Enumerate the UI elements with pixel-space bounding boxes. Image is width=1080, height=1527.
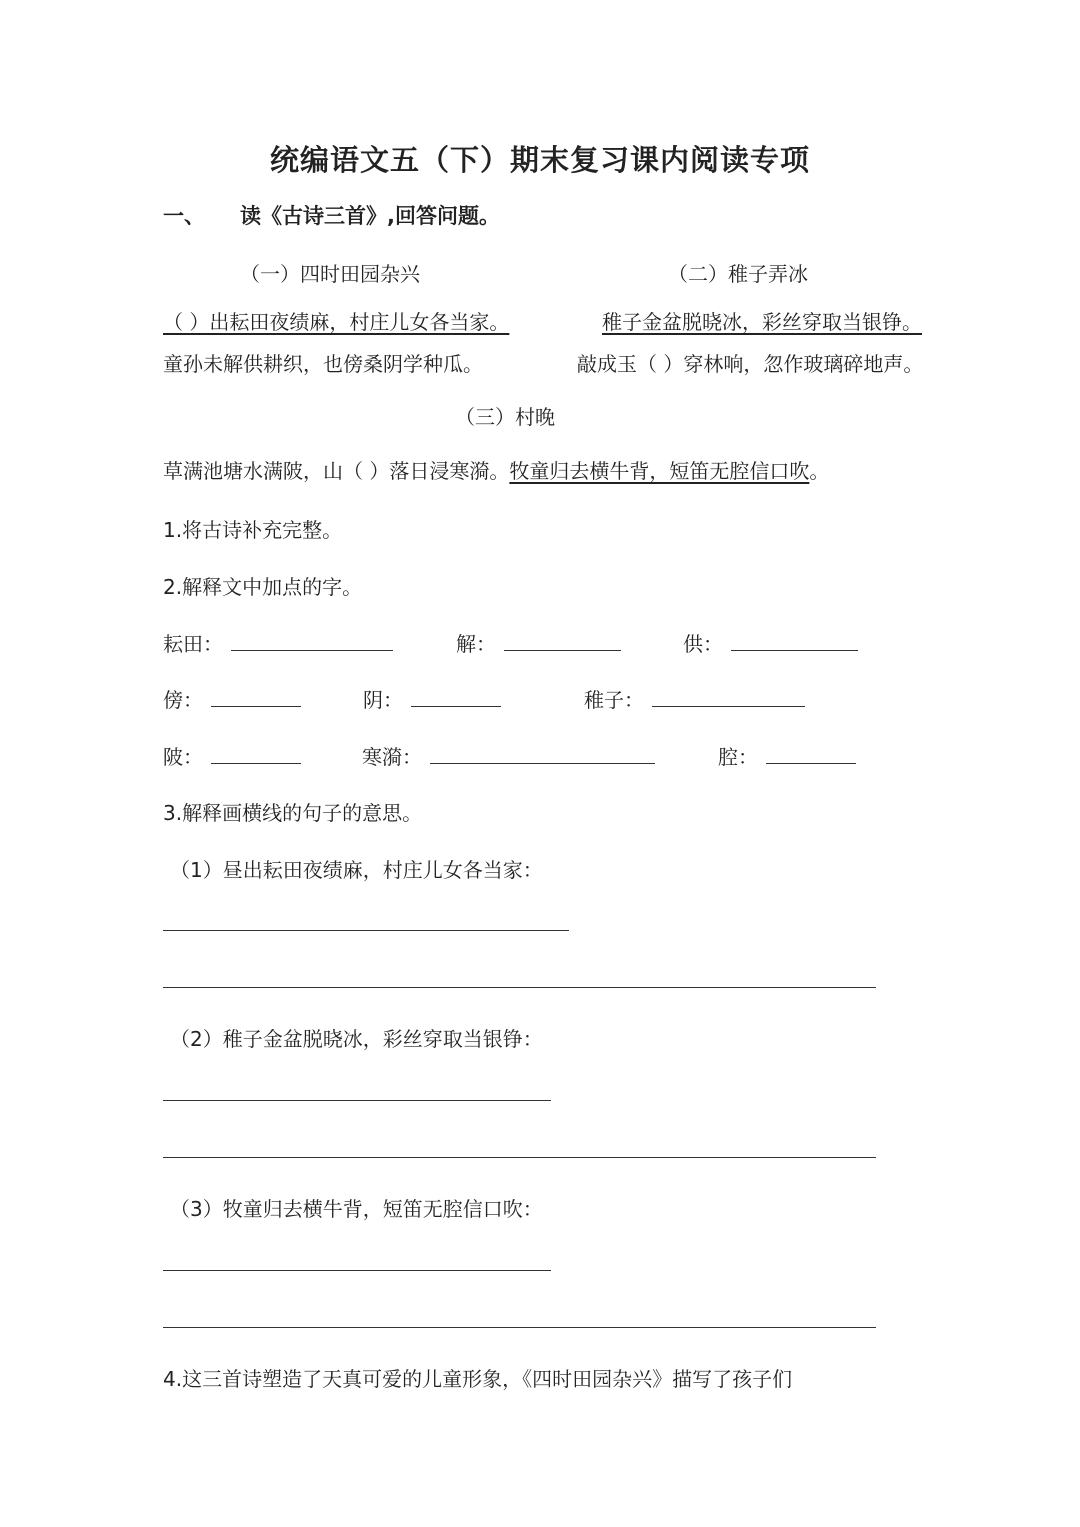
q2-item-jie: 解： [456, 628, 621, 657]
poem-2-line-1: 稚子金盆脱晓冰，彩丝穿取当银铮。 [602, 310, 922, 334]
question-3-1: （1）昼出耘田夜绩麻，村庄儿女各当家： [170, 858, 543, 882]
answer-line[interactable] [163, 1327, 876, 1328]
q2-item-gong: 供： [683, 628, 858, 657]
q2-item-hanyi: 寒漪： [362, 741, 655, 770]
answer-blank[interactable] [652, 686, 805, 707]
answer-blank[interactable] [731, 630, 858, 651]
answer-blank[interactable] [211, 686, 301, 707]
q2-item-qiang: 腔： [718, 741, 856, 770]
q2-item-yuntian: 耘田： [163, 628, 393, 657]
poem-3-line-b: 牧童归去横牛背，短笛无腔信口吹 [509, 459, 810, 483]
question-3-2: （2）稚子金盆脱晓冰，彩丝穿取当银铮： [170, 1027, 543, 1051]
answer-blank[interactable] [231, 630, 393, 651]
poem-2-line-2: 敲成玉（ ）穿林响，忽作玻璃碎地声。 [577, 352, 924, 376]
answer-line[interactable] [163, 1157, 876, 1158]
q2-item-zhizi: 稚子： [584, 684, 805, 713]
page-title: 统编语文五（下）期末复习课内阅读专项 [269, 143, 810, 177]
section-title: 读《古诗三首》,回答问题。 [240, 204, 500, 228]
section-number: 一、 [163, 204, 205, 228]
answer-blank[interactable] [430, 743, 655, 764]
answer-line[interactable] [163, 930, 569, 931]
q2-item-bei: 陂： [163, 741, 301, 770]
question-3: 3.解释画横线的句子的意思。 [163, 801, 423, 825]
question-2: 2.解释文中加点的字。 [163, 575, 363, 599]
poem-1-line-1: （ ）出耘田夜绩麻，村庄儿女各当家。 [163, 310, 510, 334]
answer-blank[interactable] [211, 743, 301, 764]
answer-blank[interactable] [411, 686, 501, 707]
q2-item-yin: 阴： [363, 684, 501, 713]
poem-3-line-a: 草满池塘水满陂，山（ ）落日浸寒漪。 [163, 459, 510, 483]
answer-line[interactable] [163, 1270, 551, 1271]
answer-line[interactable] [163, 987, 876, 988]
poem-3-line-end: 。 [809, 459, 830, 483]
q2-item-bang: 傍： [163, 684, 301, 713]
answer-blank[interactable] [504, 630, 621, 651]
poem-2-title: （二）稚子弄冰 [668, 262, 808, 286]
question-1: 1.将古诗补充完整。 [163, 518, 343, 542]
answer-line[interactable] [163, 1100, 551, 1101]
poem-1-line-2: 童孙未解供耕织，也傍桑阴学种瓜。 [163, 352, 483, 376]
answer-blank[interactable] [766, 743, 856, 764]
question-3-3: （3）牧童归去横牛背，短笛无腔信口吹： [170, 1197, 543, 1221]
poem-3-title: （三）村晚 [455, 405, 555, 429]
poem-3-lines [163, 455, 829, 484]
question-4: 4.这三首诗塑造了天真可爱的儿童形象，《四时田园杂兴》描写了孩子们 [163, 1367, 793, 1391]
poem-1-title: （一）四时田园杂兴 [240, 262, 420, 286]
